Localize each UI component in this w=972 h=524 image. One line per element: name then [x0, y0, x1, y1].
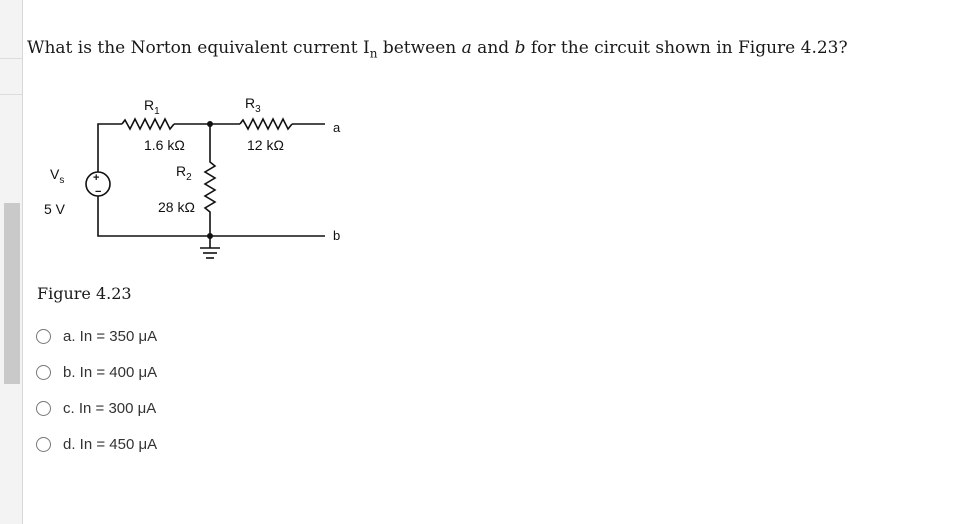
junction-dot	[207, 233, 213, 239]
figure-caption: Figure 4.23	[37, 284, 132, 303]
r1-value: 1.6 kΩ	[144, 137, 185, 153]
vs-value: 5 V	[44, 201, 66, 217]
radio-button-icon[interactable]	[36, 401, 51, 416]
option-d[interactable]	[36, 426, 157, 462]
option-label: d. In = 450 μA	[63, 435, 158, 453]
r3-value: 12 kΩ	[247, 137, 284, 153]
r2-label: $R_2$	[176, 163, 192, 183]
vs-label: $V_s$	[50, 166, 65, 186]
circuit-diagram	[40, 88, 360, 278]
r3-label: $R_3$	[245, 95, 261, 115]
junction-dot	[207, 121, 213, 127]
left-border	[22, 0, 23, 524]
r2-zigzag	[205, 124, 215, 236]
r2-value: 28 kΩ	[158, 199, 195, 215]
option-a[interactable]	[36, 318, 157, 354]
r3-zigzag	[240, 119, 292, 129]
option-label: b. In = 400 μA	[63, 363, 158, 381]
radio-button-icon[interactable]	[36, 365, 51, 380]
gutter-divider	[0, 94, 22, 95]
terminal-a-label: a	[333, 120, 341, 135]
source-plus: +	[93, 172, 100, 184]
radio-button-icon[interactable]	[36, 329, 51, 344]
source-minus: −	[95, 186, 102, 198]
option-c[interactable]	[36, 390, 157, 426]
option-label: c. In = 300 μA	[63, 399, 157, 417]
option-label: a. In = 350 μA	[63, 327, 158, 345]
terminal-b-label: b	[333, 228, 341, 243]
r1-zigzag	[122, 119, 174, 129]
option-b[interactable]	[36, 354, 157, 390]
gutter-divider	[0, 58, 22, 59]
answer-options	[36, 318, 157, 462]
question-text: What is the Norton equivalent current $I_n$ between a and b for the circuit shown in Figure 4.23?	[27, 38, 848, 61]
wire-left-top	[98, 124, 122, 172]
radio-button-icon[interactable]	[36, 437, 51, 452]
r1-label: $R_1$	[144, 97, 160, 117]
scrollbar-thumb[interactable]	[4, 203, 20, 384]
